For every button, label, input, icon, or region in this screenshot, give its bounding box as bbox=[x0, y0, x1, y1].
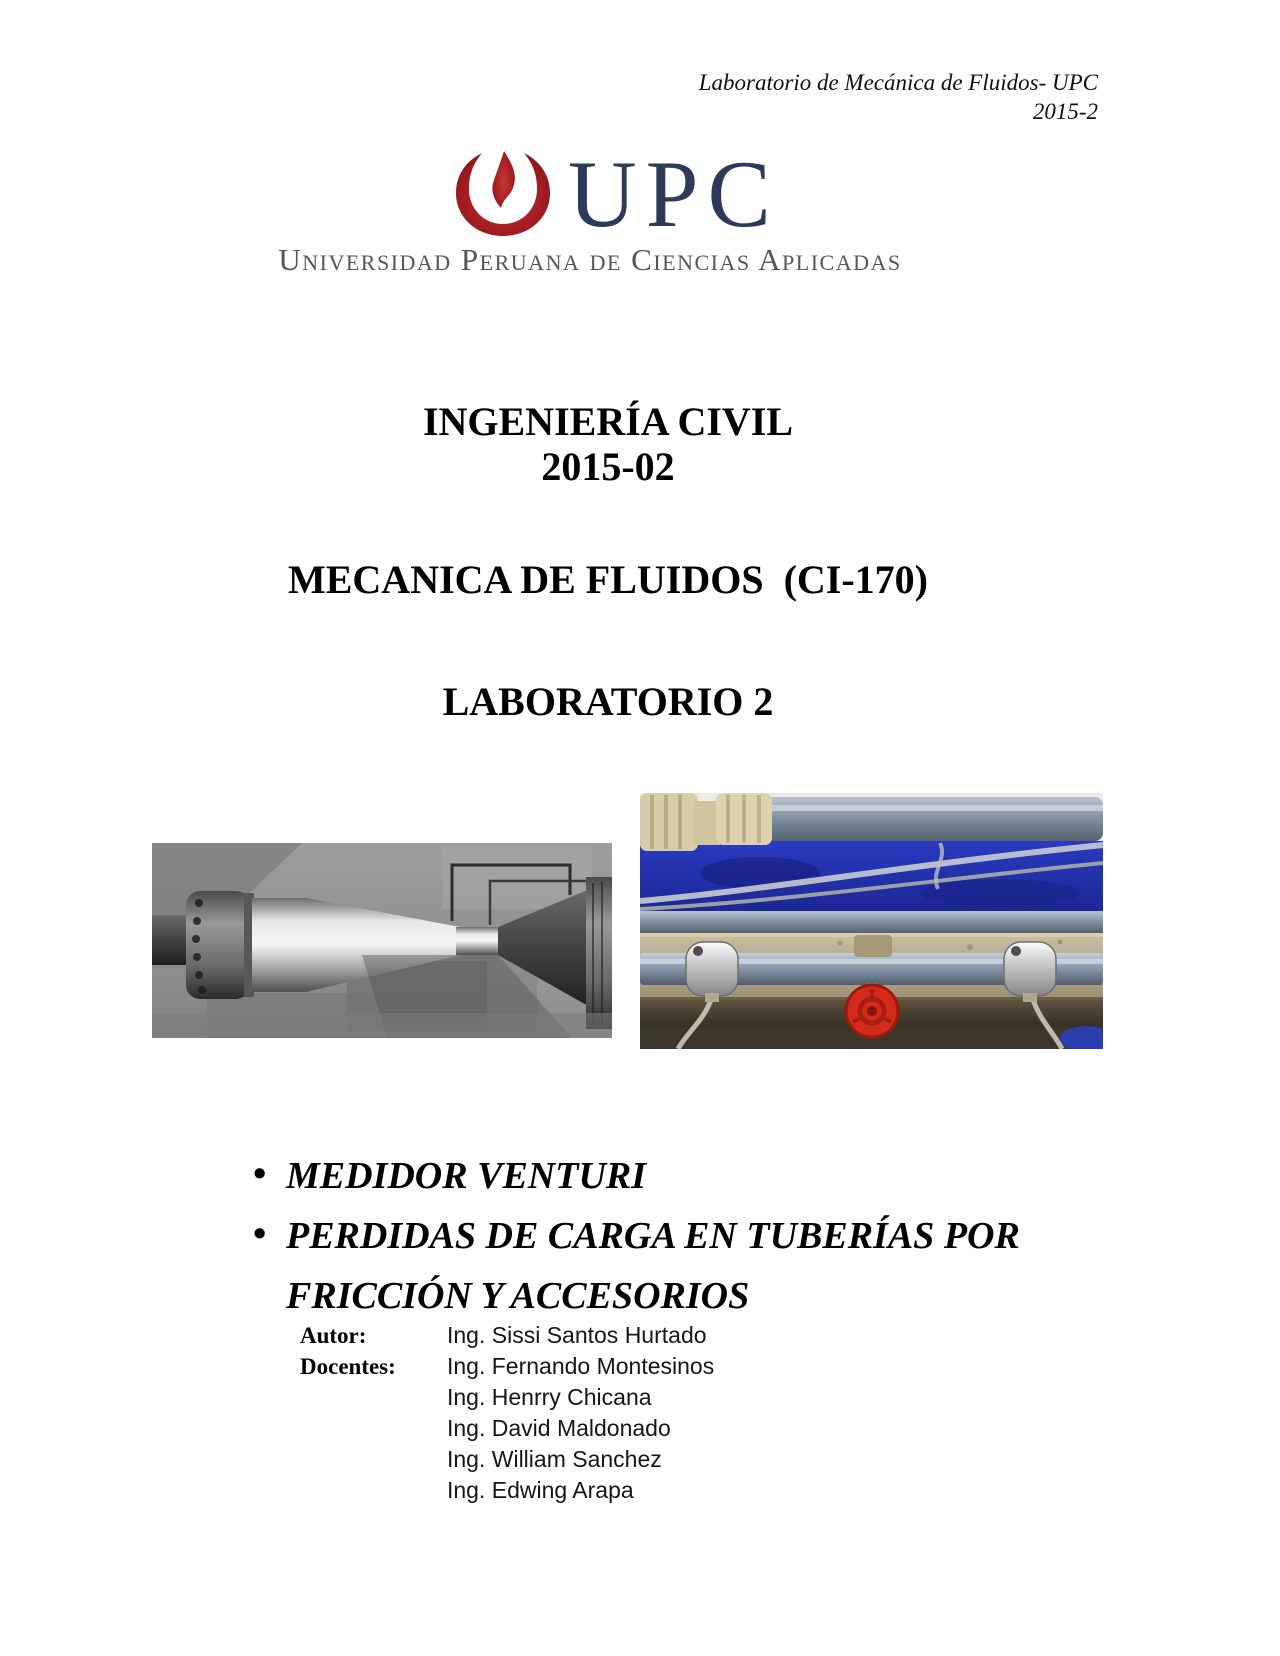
author-name: Ing. Sissi Santos Hurtado bbox=[447, 1322, 707, 1348]
topic-item: • MEDIDOR VENTURI bbox=[253, 1146, 1083, 1206]
course-title: MECANICA DE FLUIDOS (CI-170) bbox=[287, 557, 929, 602]
upc-flame-logo-icon bbox=[452, 147, 554, 240]
docente-name: Ing. Edwing Arapa bbox=[447, 1477, 634, 1503]
running-header-line2: 2015-2 bbox=[1032, 99, 1098, 124]
docente-name: Ing. Henrry Chicana bbox=[447, 1384, 652, 1410]
university-name: Universidad Peruana de Ciencias Aplicadas bbox=[278, 242, 902, 277]
credits-block bbox=[300, 1320, 900, 1520]
venturi-meter-photo bbox=[152, 843, 612, 1038]
lab-title: LABORATORIO 2 bbox=[442, 679, 774, 724]
topic-list bbox=[253, 1146, 1083, 1326]
docente-name: Ing. William Sanchez bbox=[447, 1446, 662, 1472]
author-label: Autor: bbox=[300, 1323, 367, 1348]
credit-values bbox=[447, 1320, 714, 1506]
term-title: 2015-02 bbox=[541, 444, 675, 489]
pipe-apparatus-photo bbox=[640, 793, 1103, 1049]
topic-item: • PERDIDAS DE CARGA EN TUBERÍAS POR FRICCIÓN Y ACCESORIOS bbox=[253, 1206, 1083, 1326]
docentes-label: Docentes: bbox=[300, 1354, 396, 1379]
running-header bbox=[699, 68, 1098, 126]
docente-name: Ing. David Maldonado bbox=[447, 1415, 671, 1441]
running-header-line1: Laboratorio de Mecánica de Fluidos- UPC bbox=[698, 70, 1098, 95]
credit-labels bbox=[300, 1320, 396, 1382]
program-title: INGENIERÍA CIVIL bbox=[422, 399, 794, 444]
docente-name: Ing. Fernando Montesinos bbox=[447, 1353, 715, 1379]
upc-logotype: UPC bbox=[568, 141, 780, 247]
